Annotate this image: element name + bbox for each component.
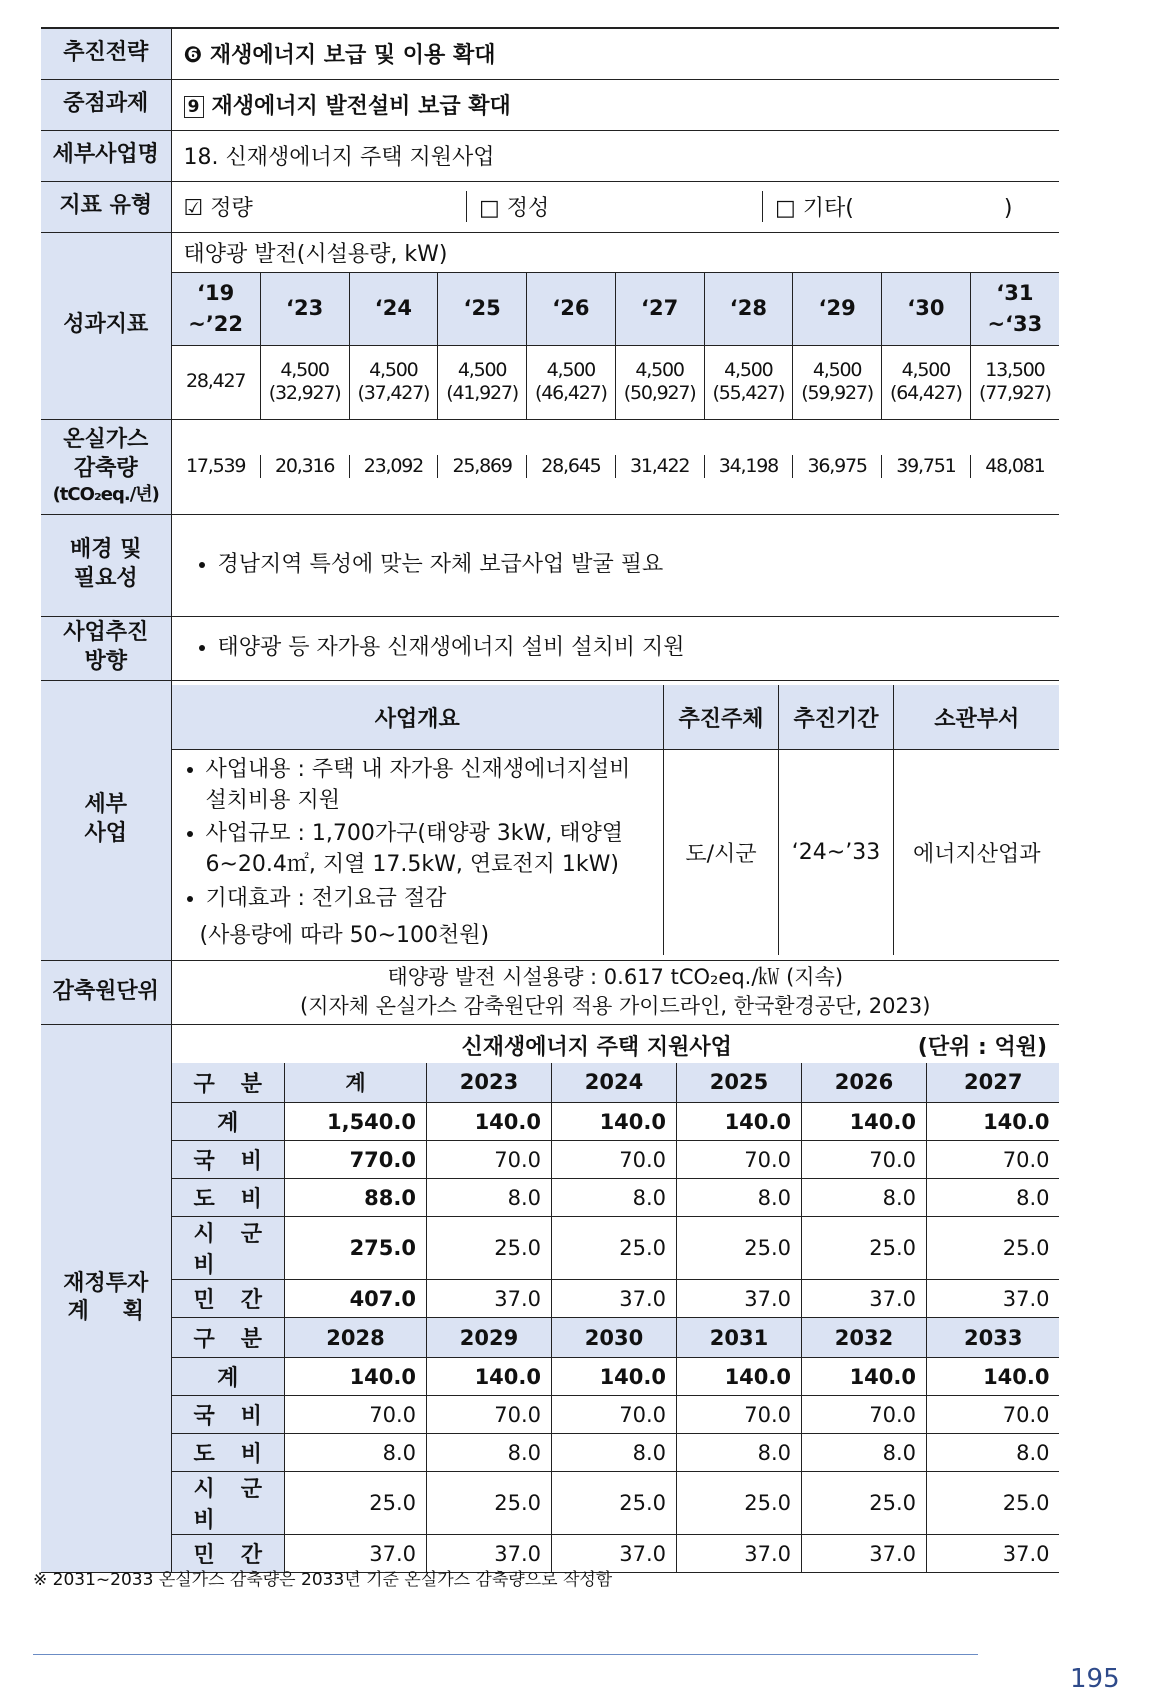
strategy-label: 추진전략 xyxy=(41,28,171,79)
finance-table2-header-0: 2028 xyxy=(285,1318,427,1358)
indicator-other-text: □ 기타( xyxy=(775,196,854,221)
finance-value: 140.0 xyxy=(802,1103,927,1141)
finance-value: 8.0 xyxy=(927,1434,1060,1472)
performance-year-9 xyxy=(970,273,1059,346)
indicator-other xyxy=(763,191,1060,222)
table-row xyxy=(172,1217,1060,1280)
finance-value: 8.0 xyxy=(552,1179,677,1217)
finance-title: 신재생에너지 주택 지원사업 xyxy=(461,1034,732,1060)
finance-table1-header-5: 2027 xyxy=(927,1063,1060,1103)
ghg-label xyxy=(41,419,171,514)
performance-year-part: ‘27 xyxy=(641,296,679,321)
finance-value: 770.0 xyxy=(285,1141,427,1179)
performance-cumulative: (59,927) xyxy=(801,382,873,405)
finance-cell xyxy=(171,1024,1059,1573)
page-number: 195 xyxy=(1070,1664,1120,1694)
finance-value: 37.0 xyxy=(427,1280,552,1318)
finance-value: 140.0 xyxy=(552,1358,677,1396)
performance-year-0 xyxy=(172,273,261,346)
finance-value: 140.0 xyxy=(285,1358,427,1396)
ghg-value-1: 20,316 xyxy=(260,455,349,479)
finance-value: 140.0 xyxy=(802,1358,927,1396)
indicator-qualitative: □ 정성 xyxy=(467,191,763,222)
performance-year-part: ‘23 xyxy=(286,296,324,321)
performance-value: 13,500 xyxy=(985,358,1045,381)
performance-year-part: ‘28 xyxy=(729,296,767,321)
finance-table1-header-4: 2026 xyxy=(802,1063,927,1103)
finance-value: 140.0 xyxy=(677,1103,802,1141)
background-label xyxy=(41,514,171,616)
performance-cumulative: (41,927) xyxy=(446,382,518,405)
finance-value: 37.0 xyxy=(552,1280,677,1318)
performance-year-part: ‘30 xyxy=(907,296,945,321)
finance-value: 70.0 xyxy=(802,1396,927,1434)
unit-line2: (지자체 온실가스 감축원단위 적용 가이드라인, 한국환경공단, 2023) xyxy=(300,994,931,1018)
direction-label-line2: 방향 xyxy=(84,649,127,674)
finance-row-label: 민 간 xyxy=(172,1535,285,1573)
table-row xyxy=(172,1103,1060,1141)
task-text: 재생에너지 발전설비 보급 확대 xyxy=(211,94,511,119)
ghg-value-0: 17,539 xyxy=(172,455,261,479)
finance-value: 140.0 xyxy=(677,1358,802,1396)
performance-value-5 xyxy=(615,346,704,419)
finance-table2-header-5: 2033 xyxy=(927,1318,1060,1358)
finance-table2-header-4: 2032 xyxy=(802,1318,927,1358)
performance-year-part: ‘29 xyxy=(818,296,856,321)
performance-year-3 xyxy=(438,273,527,346)
background-label-line1: 배경 및 xyxy=(70,537,142,563)
finance-section-label: 구 분 xyxy=(172,1063,285,1103)
finance-value: 37.0 xyxy=(927,1280,1060,1318)
finance-value: 70.0 xyxy=(285,1396,427,1434)
task-marker: 9 xyxy=(184,96,204,118)
ghg-value-8: 39,751 xyxy=(882,455,971,479)
table-row xyxy=(172,1179,1060,1217)
detail-agent: 도/시군 xyxy=(664,749,779,954)
finance-value: 140.0 xyxy=(427,1103,552,1141)
ghg-label-line3: (tCO₂eq./년) xyxy=(52,484,159,506)
finance-value: 70.0 xyxy=(677,1396,802,1434)
finance-value: 37.0 xyxy=(427,1535,552,1573)
finance-value: 70.0 xyxy=(927,1141,1060,1179)
performance-value: 4,500 xyxy=(280,358,329,381)
ghg-label-line2: 감축량 xyxy=(73,455,138,481)
ghg-label-line1: 온실가스 xyxy=(63,427,149,453)
finance-value: 140.0 xyxy=(927,1103,1060,1141)
ghg-value-2: 23,092 xyxy=(349,455,438,479)
finance-value: 8.0 xyxy=(427,1179,552,1217)
performance-value: 4,500 xyxy=(457,358,507,381)
finance-value: 25.0 xyxy=(552,1217,677,1280)
finance-value: 8.0 xyxy=(552,1434,677,1472)
finance-label xyxy=(41,1024,171,1573)
finance-row-label: 민 간 xyxy=(172,1280,285,1318)
strategy-marker: ❻ xyxy=(183,43,203,69)
project-sheet-table xyxy=(41,27,1059,1573)
indicator-type-label: 지표 유형 xyxy=(41,181,171,232)
project-label: 세부사업명 xyxy=(41,130,171,181)
project-value: 18. 신재생에너지 주택 지원사업 xyxy=(171,130,1059,181)
indicator-other-close: ) xyxy=(1003,196,1013,221)
detail-overview xyxy=(172,749,664,954)
finance-table1-header-0: 계 xyxy=(285,1063,427,1103)
unit-label: 감축원단위 xyxy=(41,960,171,1024)
finance-label-line1: 재정투자 xyxy=(63,1270,149,1296)
finance-value: 70.0 xyxy=(677,1141,802,1179)
performance-cumulative: (64,427) xyxy=(890,382,962,405)
finance-table2-header-2: 2030 xyxy=(552,1318,677,1358)
indicator-type-cell xyxy=(171,181,1059,232)
unit-line1: 태양광 발전 시설용량 : 0.617 tCO₂eq./㎾ (지속) xyxy=(387,964,844,989)
finance-value: 25.0 xyxy=(802,1472,927,1535)
finance-value: 25.0 xyxy=(427,1217,552,1280)
finance-value: 140.0 xyxy=(927,1358,1060,1396)
strategy-text: 재생에너지 보급 및 이용 확대 xyxy=(209,43,496,69)
detail-label-line1: 세부 xyxy=(84,792,127,818)
performance-value-1 xyxy=(260,346,349,419)
performance-value-8 xyxy=(882,346,971,419)
performance-value-0 xyxy=(172,346,261,419)
performance-year-1 xyxy=(260,273,349,346)
performance-year-part: ~‘33 xyxy=(987,312,1043,336)
finance-value: 70.0 xyxy=(427,1141,552,1179)
performance-value-7 xyxy=(793,346,882,419)
ghg-value-6: 34,198 xyxy=(704,455,793,479)
finance-value: 70.0 xyxy=(802,1141,927,1179)
finance-value: 25.0 xyxy=(927,1217,1060,1280)
detail-header-agent: 추진주체 xyxy=(664,685,779,749)
footnote: ※ 2031~2033 온실가스 감축량은 2033년 기준 온실가스 감축량으로 작성함 xyxy=(33,1570,613,1590)
finance-value: 8.0 xyxy=(285,1434,427,1472)
detail-header-overview: 사업개요 xyxy=(172,685,664,749)
performance-cell xyxy=(171,232,1059,419)
finance-value: 70.0 xyxy=(927,1396,1060,1434)
detail-dept: 에너지산업과 xyxy=(894,749,1060,954)
detail-effect-note: (사용량에 따라 50~100천원) xyxy=(199,922,490,948)
detail-label-line2: 사업 xyxy=(84,821,127,846)
performance-year-7 xyxy=(793,273,882,346)
finance-value: 37.0 xyxy=(677,1280,802,1318)
finance-label-line2: 계 획 xyxy=(67,1299,144,1325)
indicator-quantitative: ☑ 정량 xyxy=(172,191,467,222)
performance-year-5 xyxy=(615,273,704,346)
performance-year-6 xyxy=(704,273,793,346)
finance-table1-header-1: 2023 xyxy=(427,1063,552,1103)
detail-label xyxy=(41,680,171,960)
detail-cell xyxy=(171,680,1059,960)
unit-cell xyxy=(171,960,1059,1024)
finance-value: 8.0 xyxy=(802,1179,927,1217)
performance-value: 4,500 xyxy=(901,358,951,381)
finance-title-row xyxy=(172,1025,1060,1063)
finance-value: 25.0 xyxy=(927,1472,1060,1535)
performance-value: 4,500 xyxy=(635,358,684,381)
finance-row-label: 국 비 xyxy=(172,1141,285,1179)
performance-cumulative: (77,927) xyxy=(979,382,1051,405)
finance-unit: (단위 : 억원) xyxy=(917,1034,1047,1060)
finance-value: 8.0 xyxy=(677,1179,802,1217)
finance-row-label: 도 비 xyxy=(172,1179,285,1217)
finance-row-label: 시 군 비 xyxy=(172,1217,285,1280)
direction-label-line1: 사업추진 xyxy=(63,620,149,646)
finance-row-label: 도 비 xyxy=(172,1434,285,1472)
ghg-cell xyxy=(171,419,1059,514)
performance-value: 4,500 xyxy=(724,358,773,381)
finance-value: 25.0 xyxy=(285,1472,427,1535)
finance-value: 70.0 xyxy=(552,1396,677,1434)
table-row xyxy=(172,1472,1060,1535)
performance-year-part: ‘25 xyxy=(463,296,501,321)
performance-label: 성과지표 xyxy=(41,232,171,419)
performance-cumulative: (46,427) xyxy=(535,382,607,405)
ghg-value-3: 25,869 xyxy=(438,455,527,479)
performance-year-2 xyxy=(349,273,438,346)
finance-value: 37.0 xyxy=(285,1535,427,1573)
performance-value: 4,500 xyxy=(546,358,596,381)
finance-value: 275.0 xyxy=(285,1217,427,1280)
finance-value: 140.0 xyxy=(427,1358,552,1396)
footer-rule xyxy=(33,1654,978,1655)
ghg-value-5: 31,422 xyxy=(615,455,704,479)
finance-value: 25.0 xyxy=(802,1217,927,1280)
finance-value: 37.0 xyxy=(802,1280,927,1318)
finance-value: 1,540.0 xyxy=(285,1103,427,1141)
finance-value: 37.0 xyxy=(802,1535,927,1573)
performance-value: 4,500 xyxy=(369,358,418,381)
finance-value: 8.0 xyxy=(802,1434,927,1472)
finance-value: 25.0 xyxy=(677,1472,802,1535)
finance-value: 140.0 xyxy=(552,1103,677,1141)
performance-value-4 xyxy=(527,346,616,419)
detail-item-effect: • 기대효과 : 전기요금 절감 xyxy=(206,884,654,915)
finance-value: 25.0 xyxy=(677,1217,802,1280)
table-row xyxy=(172,1280,1060,1318)
task-label: 중점과제 xyxy=(41,79,171,130)
finance-value: 70.0 xyxy=(552,1141,677,1179)
detail-item-content: • 사업내용 : 주택 내 자가용 신재생에너지설비 설치비용 지원 xyxy=(206,755,654,817)
performance-title: 태양광 발전(시설용량, kW) xyxy=(172,233,1060,273)
performance-table xyxy=(172,233,1060,419)
background-cell xyxy=(171,514,1059,616)
performance-year-4 xyxy=(527,273,616,346)
performance-value-2 xyxy=(349,346,438,419)
performance-year-part: ~’22 xyxy=(188,312,244,336)
finance-value: 8.0 xyxy=(677,1434,802,1472)
performance-value-6 xyxy=(704,346,793,419)
ghg-value-9: 48,081 xyxy=(970,455,1059,479)
finance-row-label: 국 비 xyxy=(172,1396,285,1434)
detail-header-dept: 소관부서 xyxy=(894,685,1060,749)
finance-value: 37.0 xyxy=(927,1535,1060,1573)
table-row xyxy=(172,1141,1060,1179)
finance-table2-header-1: 2029 xyxy=(427,1318,552,1358)
finance-value: 8.0 xyxy=(927,1179,1060,1217)
performance-value-9 xyxy=(970,346,1059,419)
detail-header-period: 추진기간 xyxy=(779,685,894,749)
detail-period: ‘24~’33 xyxy=(779,749,894,954)
performance-year-8 xyxy=(882,273,971,346)
performance-cumulative: (32,927) xyxy=(268,382,341,405)
table-row xyxy=(172,1358,1060,1396)
direction-label xyxy=(41,616,171,680)
task-value xyxy=(171,79,1059,130)
performance-year-part: ‘19 xyxy=(197,280,235,305)
direction-text: • 태양광 등 자가용 신재생에너지 설비 설치비 지원 xyxy=(218,633,1048,664)
performance-year-part: ‘26 xyxy=(552,296,590,321)
finance-value: 407.0 xyxy=(285,1280,427,1318)
finance-value: 8.0 xyxy=(427,1434,552,1472)
direction-cell xyxy=(171,616,1059,680)
finance-section-label: 구 분 xyxy=(172,1318,285,1358)
background-label-line2: 필요성 xyxy=(73,566,138,591)
performance-value: 28,427 xyxy=(185,370,246,393)
ghg-value-4: 28,645 xyxy=(527,455,616,479)
finance-value: 37.0 xyxy=(677,1535,802,1573)
performance-value: 4,500 xyxy=(812,358,862,381)
table-row xyxy=(172,1396,1060,1434)
finance-table2-header-3: 2031 xyxy=(677,1318,802,1358)
table-row xyxy=(172,1434,1060,1472)
strategy-value xyxy=(171,28,1059,79)
finance-row-label: 계 xyxy=(172,1358,285,1396)
performance-year-part: ‘24 xyxy=(374,296,412,321)
performance-cumulative: (50,927) xyxy=(623,382,696,405)
performance-year-part: ‘31 xyxy=(996,280,1034,305)
finance-table xyxy=(172,1063,1060,1573)
detail-item-scale: • 사업규모 : 1,700가구(태양광 3kW, 태양열 6~20.4㎡, 지열 17.5kW, 연료전지 1kW) xyxy=(206,819,654,881)
finance-table1-header-3: 2025 xyxy=(677,1063,802,1103)
finance-row-label: 시 군 비 xyxy=(172,1472,285,1535)
finance-row-label: 계 xyxy=(172,1103,285,1141)
performance-value-3 xyxy=(438,346,527,419)
finance-value: 37.0 xyxy=(552,1535,677,1573)
performance-cumulative: (37,427) xyxy=(357,382,430,405)
performance-cumulative: (55,427) xyxy=(712,382,785,405)
finance-value: 25.0 xyxy=(427,1472,552,1535)
finance-value: 88.0 xyxy=(285,1179,427,1217)
background-text: • 경남지역 특성에 맞는 자체 보급사업 발굴 필요 xyxy=(218,550,1048,581)
finance-value: 25.0 xyxy=(552,1472,677,1535)
finance-table1-header-2: 2024 xyxy=(552,1063,677,1103)
ghg-value-7: 36,975 xyxy=(793,455,882,479)
finance-value: 70.0 xyxy=(427,1396,552,1434)
